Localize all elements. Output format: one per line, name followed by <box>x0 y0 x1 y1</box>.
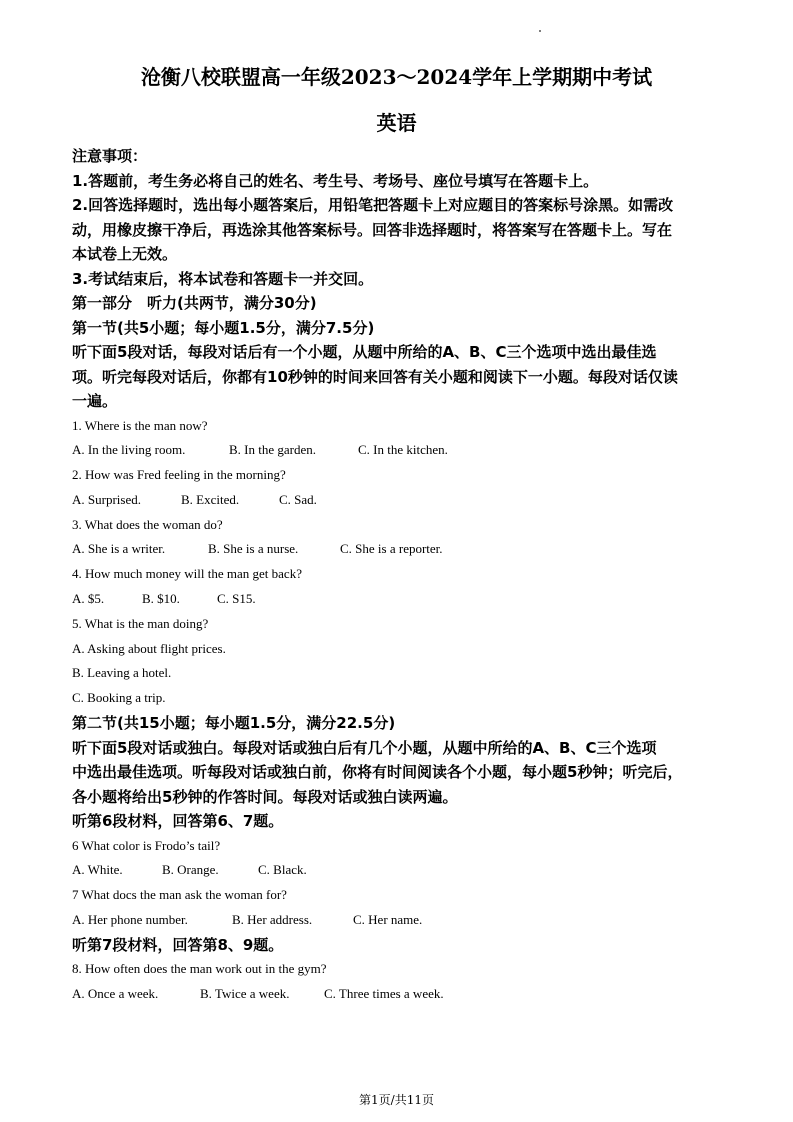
material-6-heading: 听第6段材料，回答第6、7题。 <box>72 812 284 831</box>
question-4: 4. How much money will the man get back? <box>72 566 302 582</box>
options-7 <box>72 908 722 933</box>
option-a: A. She is a writer. <box>72 541 166 557</box>
section2-instruction-line-3: 各小题将给出5秒钟的作答时间。每段对话或独白读两遍。 <box>72 787 458 806</box>
option-c: C. Sad. <box>279 491 317 507</box>
section2-instruction-line-1: 听下面5段对话或独白。每段对话或独白后有几个小题，从题中所给的A、B、C三个选项 <box>72 738 657 757</box>
material-7-heading: 听第7段材料，回答第8、9题。 <box>72 935 284 954</box>
notice-item-2-line-2: 动，用橡皮擦干净后，再选涂其他答案标号。回答非选择题时，将答案写在答题卡上。写在 <box>72 220 673 239</box>
subject-title: 英语 <box>376 111 417 135</box>
exam-content <box>72 144 722 1007</box>
option-c: C. In the kitchen. <box>358 442 448 458</box>
option-b: B. Twice a week. <box>200 986 290 1002</box>
option-c: C. Her name. <box>353 911 423 927</box>
options-4 <box>72 587 722 612</box>
question-6: 6 What color is Frodo’s tail? <box>72 837 221 853</box>
question-8: 8. How often does the man work out in the gym? <box>72 961 327 977</box>
options-1 <box>72 438 722 463</box>
options-3 <box>72 537 722 562</box>
option-b: B. Her address. <box>232 911 313 927</box>
scan-dot <box>539 30 541 32</box>
question-3: 3. What does the woman do? <box>72 516 223 532</box>
notice-item-2-line-3: 本试卷上无效。 <box>72 245 178 263</box>
options-8 <box>72 982 722 1007</box>
question-7: 7 What docs the man ask the woman for? <box>72 887 287 903</box>
option-b: B. Excited. <box>181 491 240 507</box>
notice-heading: 注意事项： <box>72 147 148 165</box>
part1-heading: 第一部分 听力(共两节，满分30分) <box>72 294 317 312</box>
notice-item-2-line-1: 2.回答选择题时，选出每小题答案后，用铅笔把答题卡上对应题目的答案标号涂黑。如需改 <box>72 196 674 214</box>
options-6 <box>72 858 722 883</box>
option-b: B. Leaving a hotel. <box>72 665 172 681</box>
option-a: A. Surprised. <box>72 491 141 507</box>
question-2: 2. How was Fred feeling in the morning? <box>72 467 286 483</box>
option-b: B. $10. <box>142 591 180 607</box>
section1-instruction-line-3: 一遍。 <box>72 392 118 410</box>
notice-item-1: 1.答题前，考生务必将自己的姓名、考生号、考场号、座位号填写在答题卡上。 <box>72 171 599 190</box>
section2-instruction-line-2: 中选出最佳选项。听每段对话或独白前，你将有时间阅读各个小题，每小题5秒钟；听完后， <box>72 763 683 782</box>
option-a: A. Asking about flight prices. <box>72 640 226 656</box>
section2-heading: 第二节(共15小题；每小题1.5分，满分22.5分) <box>72 714 396 733</box>
option-c: C. Three times a week. <box>324 986 444 1002</box>
option-a: A. $5. <box>72 591 105 607</box>
notice-item-3: 3.考试结束后，将本试卷和答题卡一并交回。 <box>72 269 374 288</box>
exam-title: 沧衡八校联盟高一年级2023～2024学年上学期期中考试 <box>140 65 653 89</box>
page-footer: 第1页/共11页 <box>359 1093 434 1107</box>
question-1: 1. Where is the man now? <box>72 417 208 433</box>
section1-instruction-line-2: 项。听完每段对话后，你都有10秒钟的时间来回答有关小题和阅读下一小题。每段对话仅读 <box>72 367 678 386</box>
option-c: C. Booking a trip. <box>72 690 166 706</box>
option-c: C. S15. <box>217 591 256 607</box>
section1-instruction-line-1: 听下面5段对话，每段对话后有一个小题，从题中所给的A、B、C三个选项中选出最佳选 <box>72 343 657 361</box>
option-a: A. In the living room. <box>72 442 186 458</box>
option-c: C. She is a reporter. <box>340 541 443 557</box>
section1-heading: 第一节(共5小题；每小题1.5分，满分7.5分) <box>72 318 375 337</box>
option-c: C. Black. <box>258 862 307 878</box>
option-b: B. She is a nurse. <box>208 541 299 557</box>
option-a: A. Once a week. <box>72 986 159 1002</box>
option-a: A. White. <box>72 862 123 878</box>
option-b: B. Orange. <box>162 862 219 878</box>
option-a: A. Her phone number. <box>72 911 188 927</box>
option-b: B. In the garden. <box>229 442 317 458</box>
options-2 <box>72 488 722 513</box>
question-5: 5. What is the man doing? <box>72 615 209 631</box>
